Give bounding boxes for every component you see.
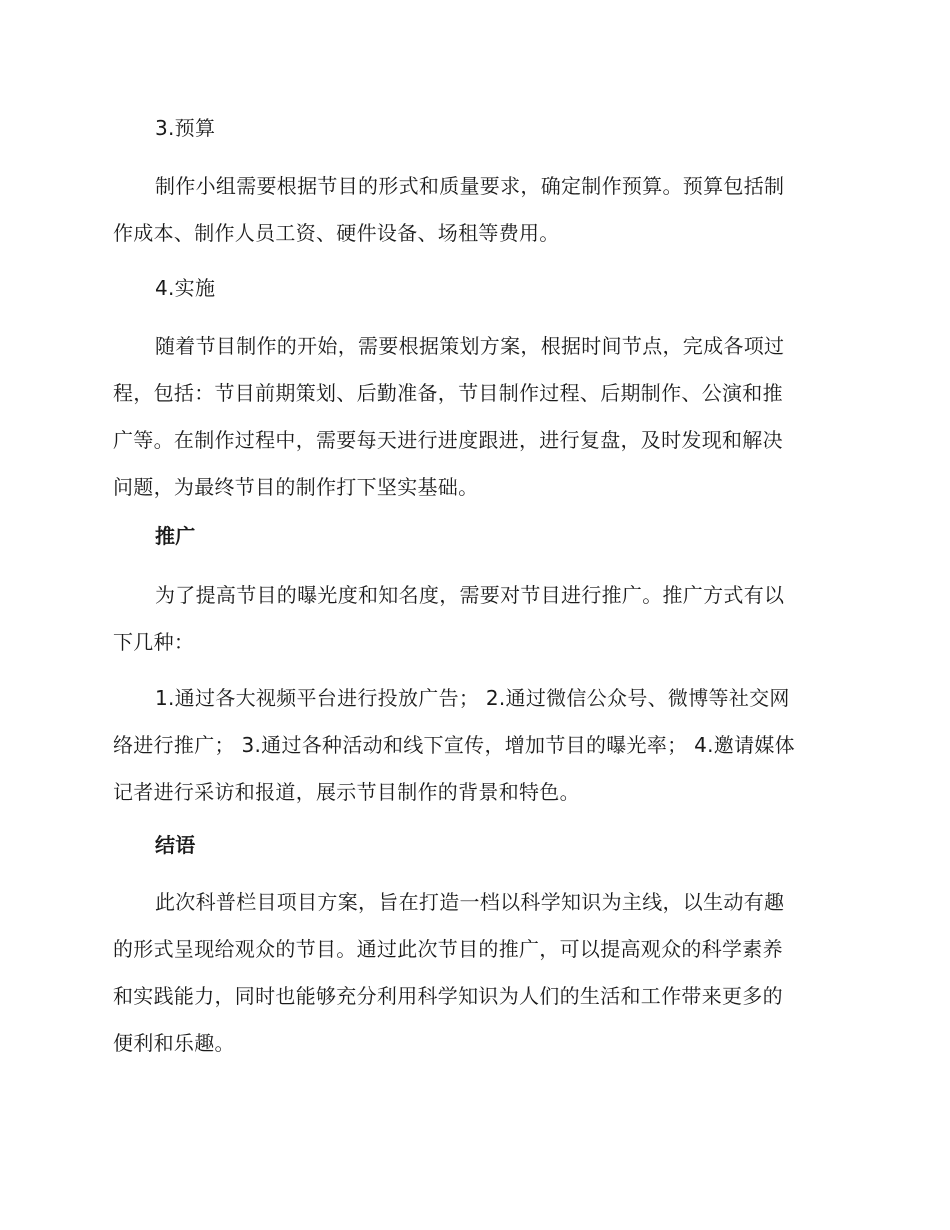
implement-heading-block — [113, 265, 833, 312]
conclusion-para-line-3: 和实践能力，同时也能够充分利用科学知识为人们的生活和工作带来更多的 — [113, 984, 783, 1008]
promo-intro-paragraph — [113, 572, 833, 666]
implement-heading: 4.实施 — [155, 276, 216, 300]
promo-methods-line-2: 络进行推广； 3.通过各种活动和线下宣传，增加节目的曝光率； 4.邀请媒体 — [113, 733, 795, 757]
implement-para-line-3: 广等。在制作过程中，需要每天进行进度跟进，进行复盘，及时发现和解决 — [113, 428, 783, 452]
conclusion-para-line-2: 的形式呈现给观众的节目。通过此次节目的推广，可以提高观众的科学素养 — [113, 937, 783, 961]
promo-methods-line-1: 1.通过各大视频平台进行投放广告； 2.通过微信公众号、微博等社交网 — [155, 686, 790, 710]
promo-heading: 推广 — [155, 524, 196, 548]
conclusion-heading: 结语 — [155, 833, 196, 857]
budget-paragraph — [113, 163, 833, 257]
implement-paragraph — [113, 323, 833, 511]
budget-heading: 3.预算 — [155, 116, 216, 140]
implement-para-line-2: 程，包括：节目前期策划、后勤准备，节目制作过程、后期制作、公演和推 — [113, 381, 783, 405]
promo-methods-line-3: 记者进行采访和报道，展示节目制作的背景和特色。 — [113, 780, 580, 804]
implement-para-line-4: 问题，为最终节目的制作打下坚实基础。 — [113, 475, 479, 499]
budget-heading-block — [113, 105, 833, 152]
conclusion-para-line-4: 便利和乐趣。 — [113, 1031, 235, 1055]
promo-methods-paragraph — [113, 675, 833, 816]
conclusion-paragraph — [113, 879, 833, 1067]
promo-intro-line-1: 为了提高节目的曝光度和知名度，需要对节目进行推广。推广方式有以 — [155, 583, 785, 607]
conclusion-para-line-1: 此次科普栏目项目方案，旨在打造一档以科学知识为主线，以生动有趣 — [155, 890, 785, 914]
conclusion-heading-block — [113, 822, 833, 869]
promo-intro-line-2: 下几种： — [113, 630, 195, 654]
budget-para-line-2: 作成本、制作人员工资、硬件设备、场租等费用。 — [113, 221, 560, 245]
implement-para-line-1: 随着节目制作的开始，需要根据策划方案，根据时间节点，完成各项过 — [155, 334, 785, 358]
budget-para-line-1: 制作小组需要根据节目的形式和质量要求，确定制作预算。预算包括制 — [155, 174, 785, 198]
promo-heading-block — [113, 513, 833, 560]
